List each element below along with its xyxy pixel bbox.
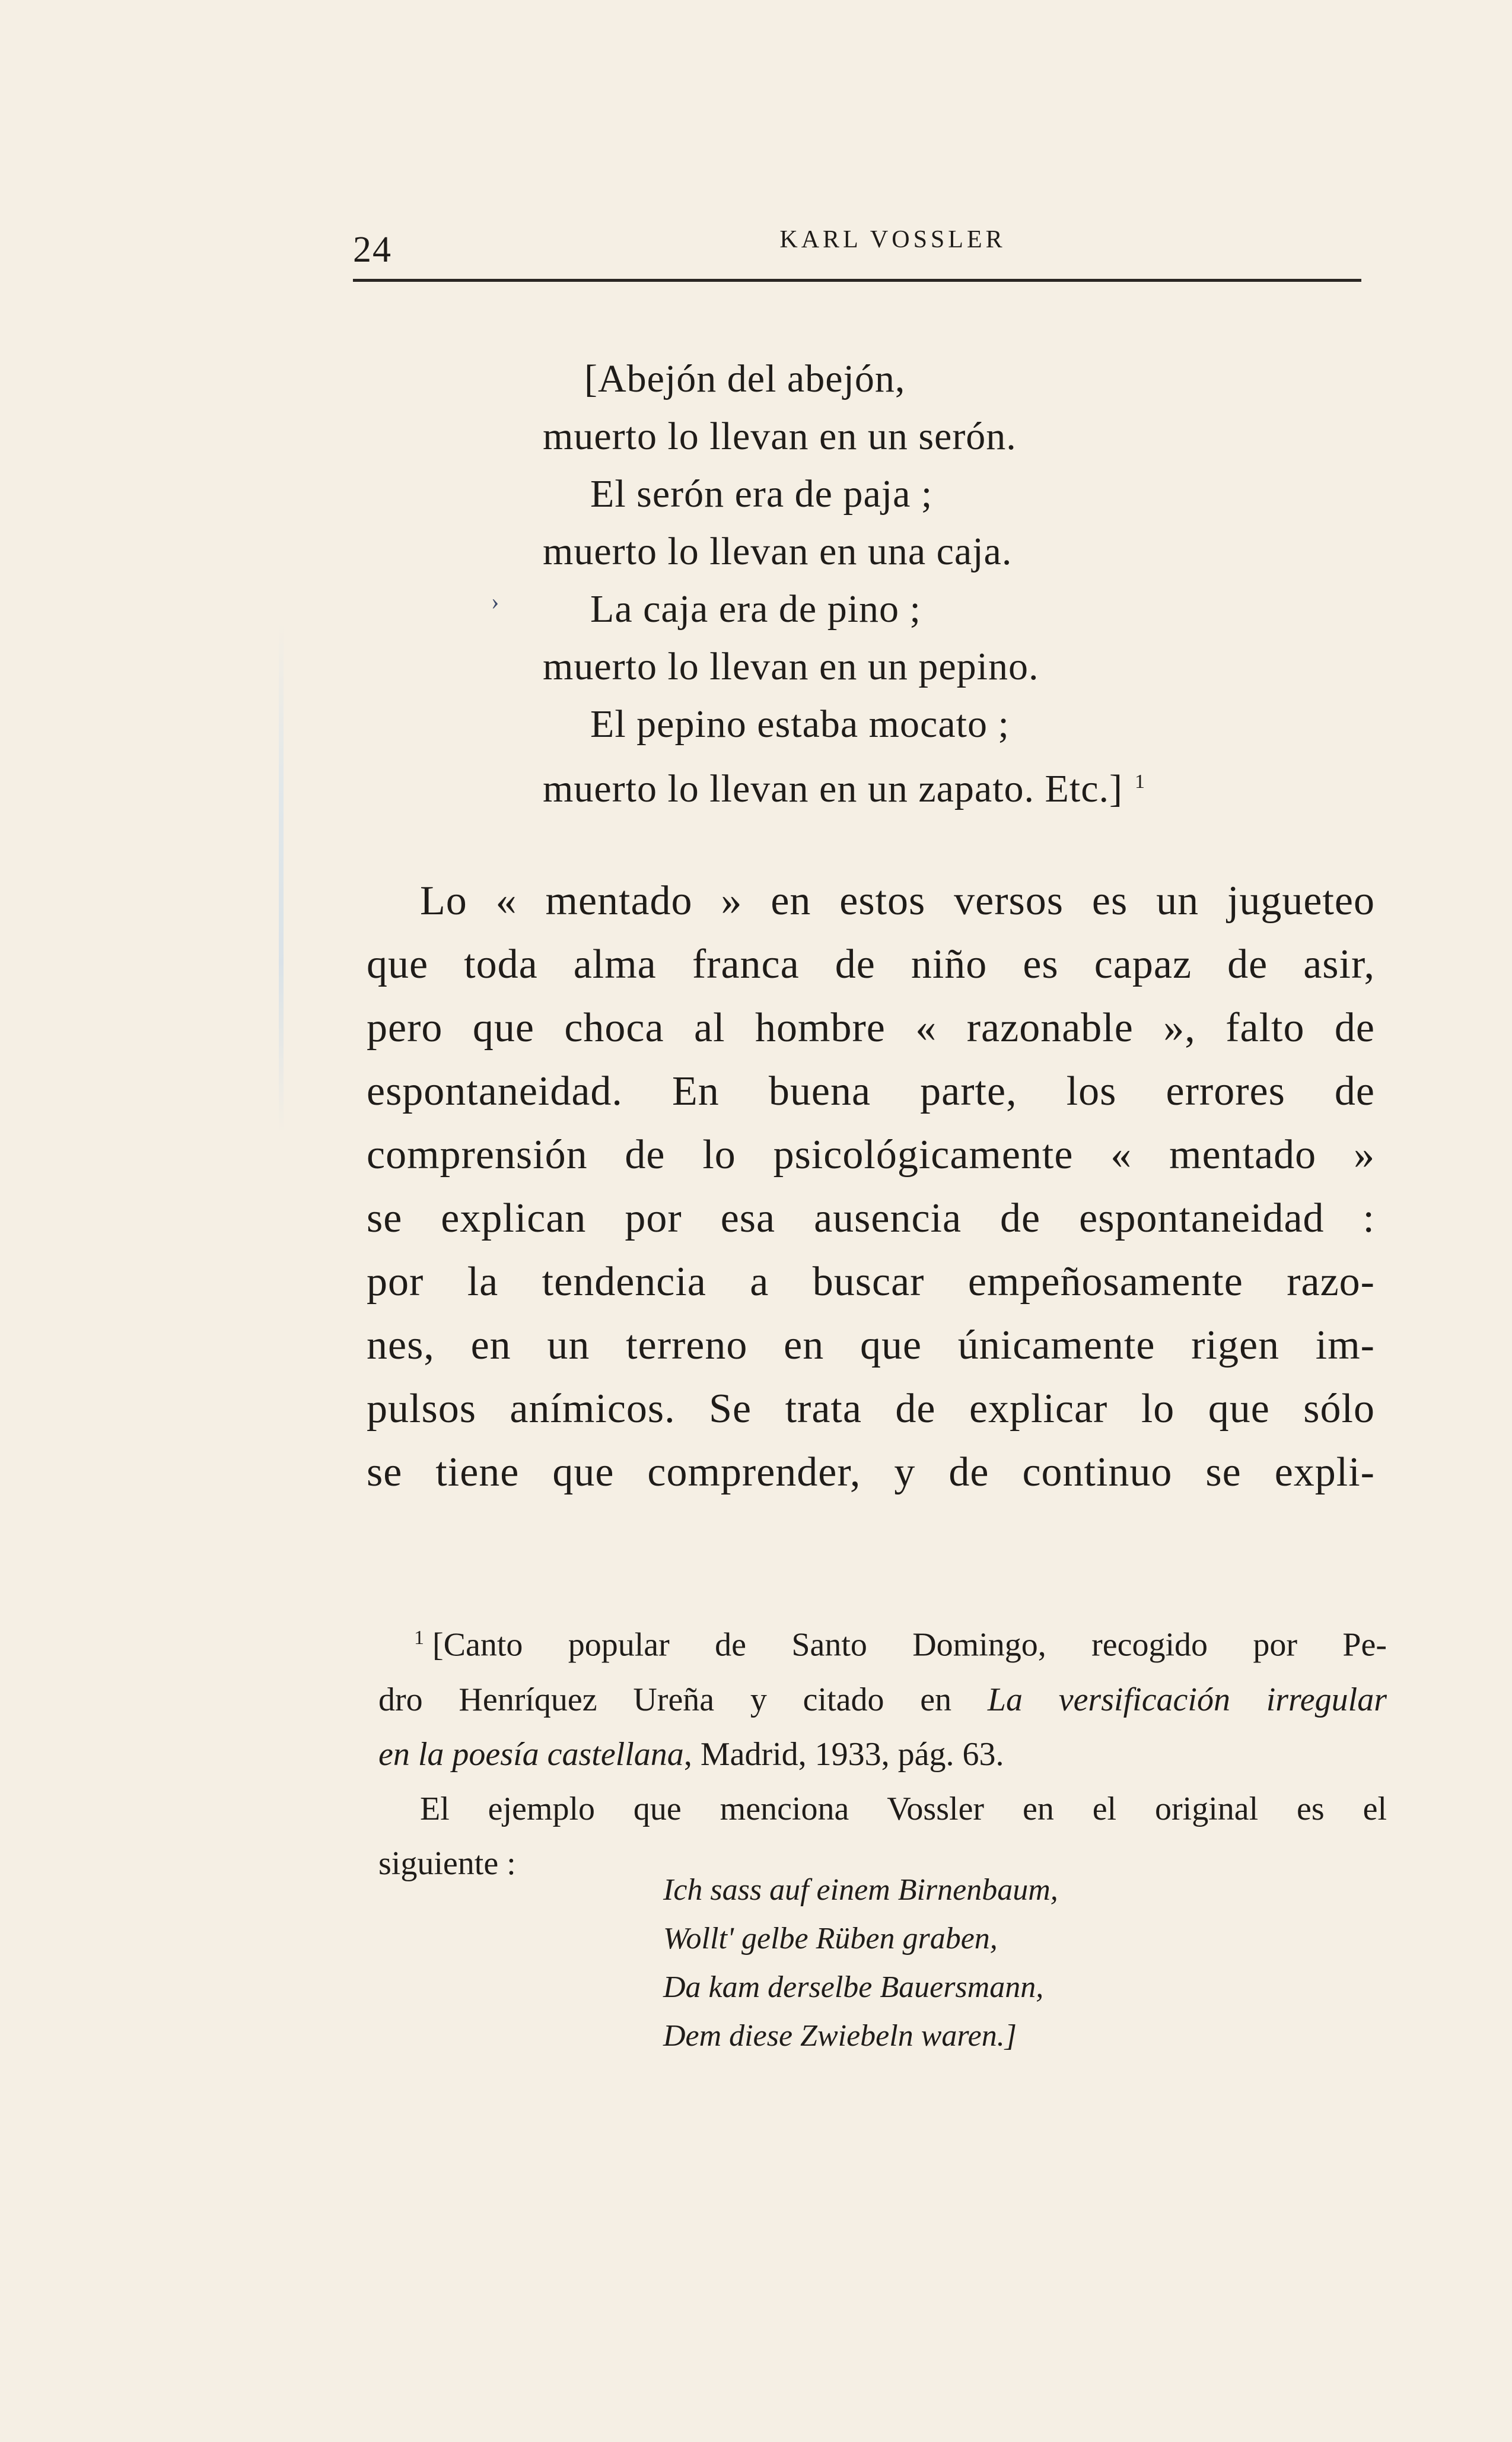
- page-number: 24: [353, 230, 392, 270]
- verse-line: muerto lo llevan en una caja.: [543, 530, 1013, 573]
- verse-line: muerto lo llevan en un pepino.: [543, 645, 1039, 688]
- footnote-line: El ejemplo que menciona Vossler en el original es el: [420, 1790, 1387, 1827]
- body-paragraph: [367, 869, 1375, 1504]
- footnote-marker: 1: [414, 1627, 424, 1649]
- body-line: se tiene que comprender, y de continuo se expli-: [367, 1449, 1375, 1495]
- body-line: Lo « mentado » en estos versos es un jugueteo: [420, 878, 1375, 924]
- footnote-line: siguiente :: [378, 1845, 516, 1882]
- footnote-text: , Madrid, 1933, pág. 63.: [683, 1735, 1004, 1773]
- footnote-title-italic: en la poesía castellana: [378, 1735, 684, 1773]
- footnote-line: [378, 1611, 1387, 1672]
- body-line: que toda alma franca de niño es capaz de asir,: [367, 942, 1375, 987]
- quoted-verse-line: Wollt' gelbe Rüben graben,: [663, 1922, 998, 1955]
- footnote-text: [Canto popular de Santo Domingo, recogido por Pe-: [432, 1626, 1387, 1664]
- verse-line: [Abejón del abejón,: [584, 357, 906, 400]
- body-line: comprensión de lo psicológicamente « mentado »: [367, 1132, 1375, 1178]
- footnote-title-italic: La versificación irregular: [987, 1681, 1387, 1718]
- verse-line: La caja era de pino ;: [590, 587, 921, 631]
- body-line: pulsos anímicos. Se trata de explicar lo que sólo: [367, 1386, 1375, 1432]
- quoted-verse-line: Ich sass auf einem Birnenbaum,: [663, 1873, 1058, 1907]
- margin-mark: ›: [491, 588, 499, 615]
- verse-line: El serón era de paja ;: [590, 472, 933, 516]
- verse-block: [543, 350, 1373, 818]
- footnote: [378, 1611, 1387, 1891]
- page-edge-shadow: [279, 623, 284, 1133]
- verse-line: El pepino estaba mocato ;: [590, 702, 1010, 746]
- body-line: se explican por esa ausencia de espontaneidad :: [367, 1195, 1375, 1241]
- page-header: [353, 225, 1361, 273]
- running-head: KARL VOSSLER: [779, 226, 1006, 253]
- footnote-line: [378, 1727, 1387, 1782]
- body-line: por la tendencia a buscar empeñosamente razo-: [367, 1259, 1375, 1305]
- footnote-text: dro Henríquez Ureña y citado en: [378, 1681, 988, 1718]
- quoted-verse: [663, 1866, 1375, 2061]
- quoted-verse-line: Da kam derselbe Bauersmann,: [663, 1970, 1044, 2004]
- footnote-line: [378, 1672, 1387, 1727]
- body-line: pero que choca al hombre « razonable », falto de: [367, 1005, 1375, 1051]
- quoted-verse-line: Dem diese Zwiebeln waren.]: [663, 2019, 1017, 2053]
- verse-line-text: muerto lo llevan en un zapato. Etc.]: [543, 767, 1123, 810]
- verse-line-last: [543, 753, 1373, 818]
- body-line: espontaneidad. En buena parte, los errores de: [367, 1069, 1375, 1114]
- body-line: nes, en un terreno en que únicamente rigen im-: [367, 1322, 1375, 1368]
- verse-line: muerto lo llevan en un serón.: [543, 415, 1017, 458]
- footnote-reference: 1: [1134, 771, 1145, 793]
- header-rule: [353, 279, 1361, 282]
